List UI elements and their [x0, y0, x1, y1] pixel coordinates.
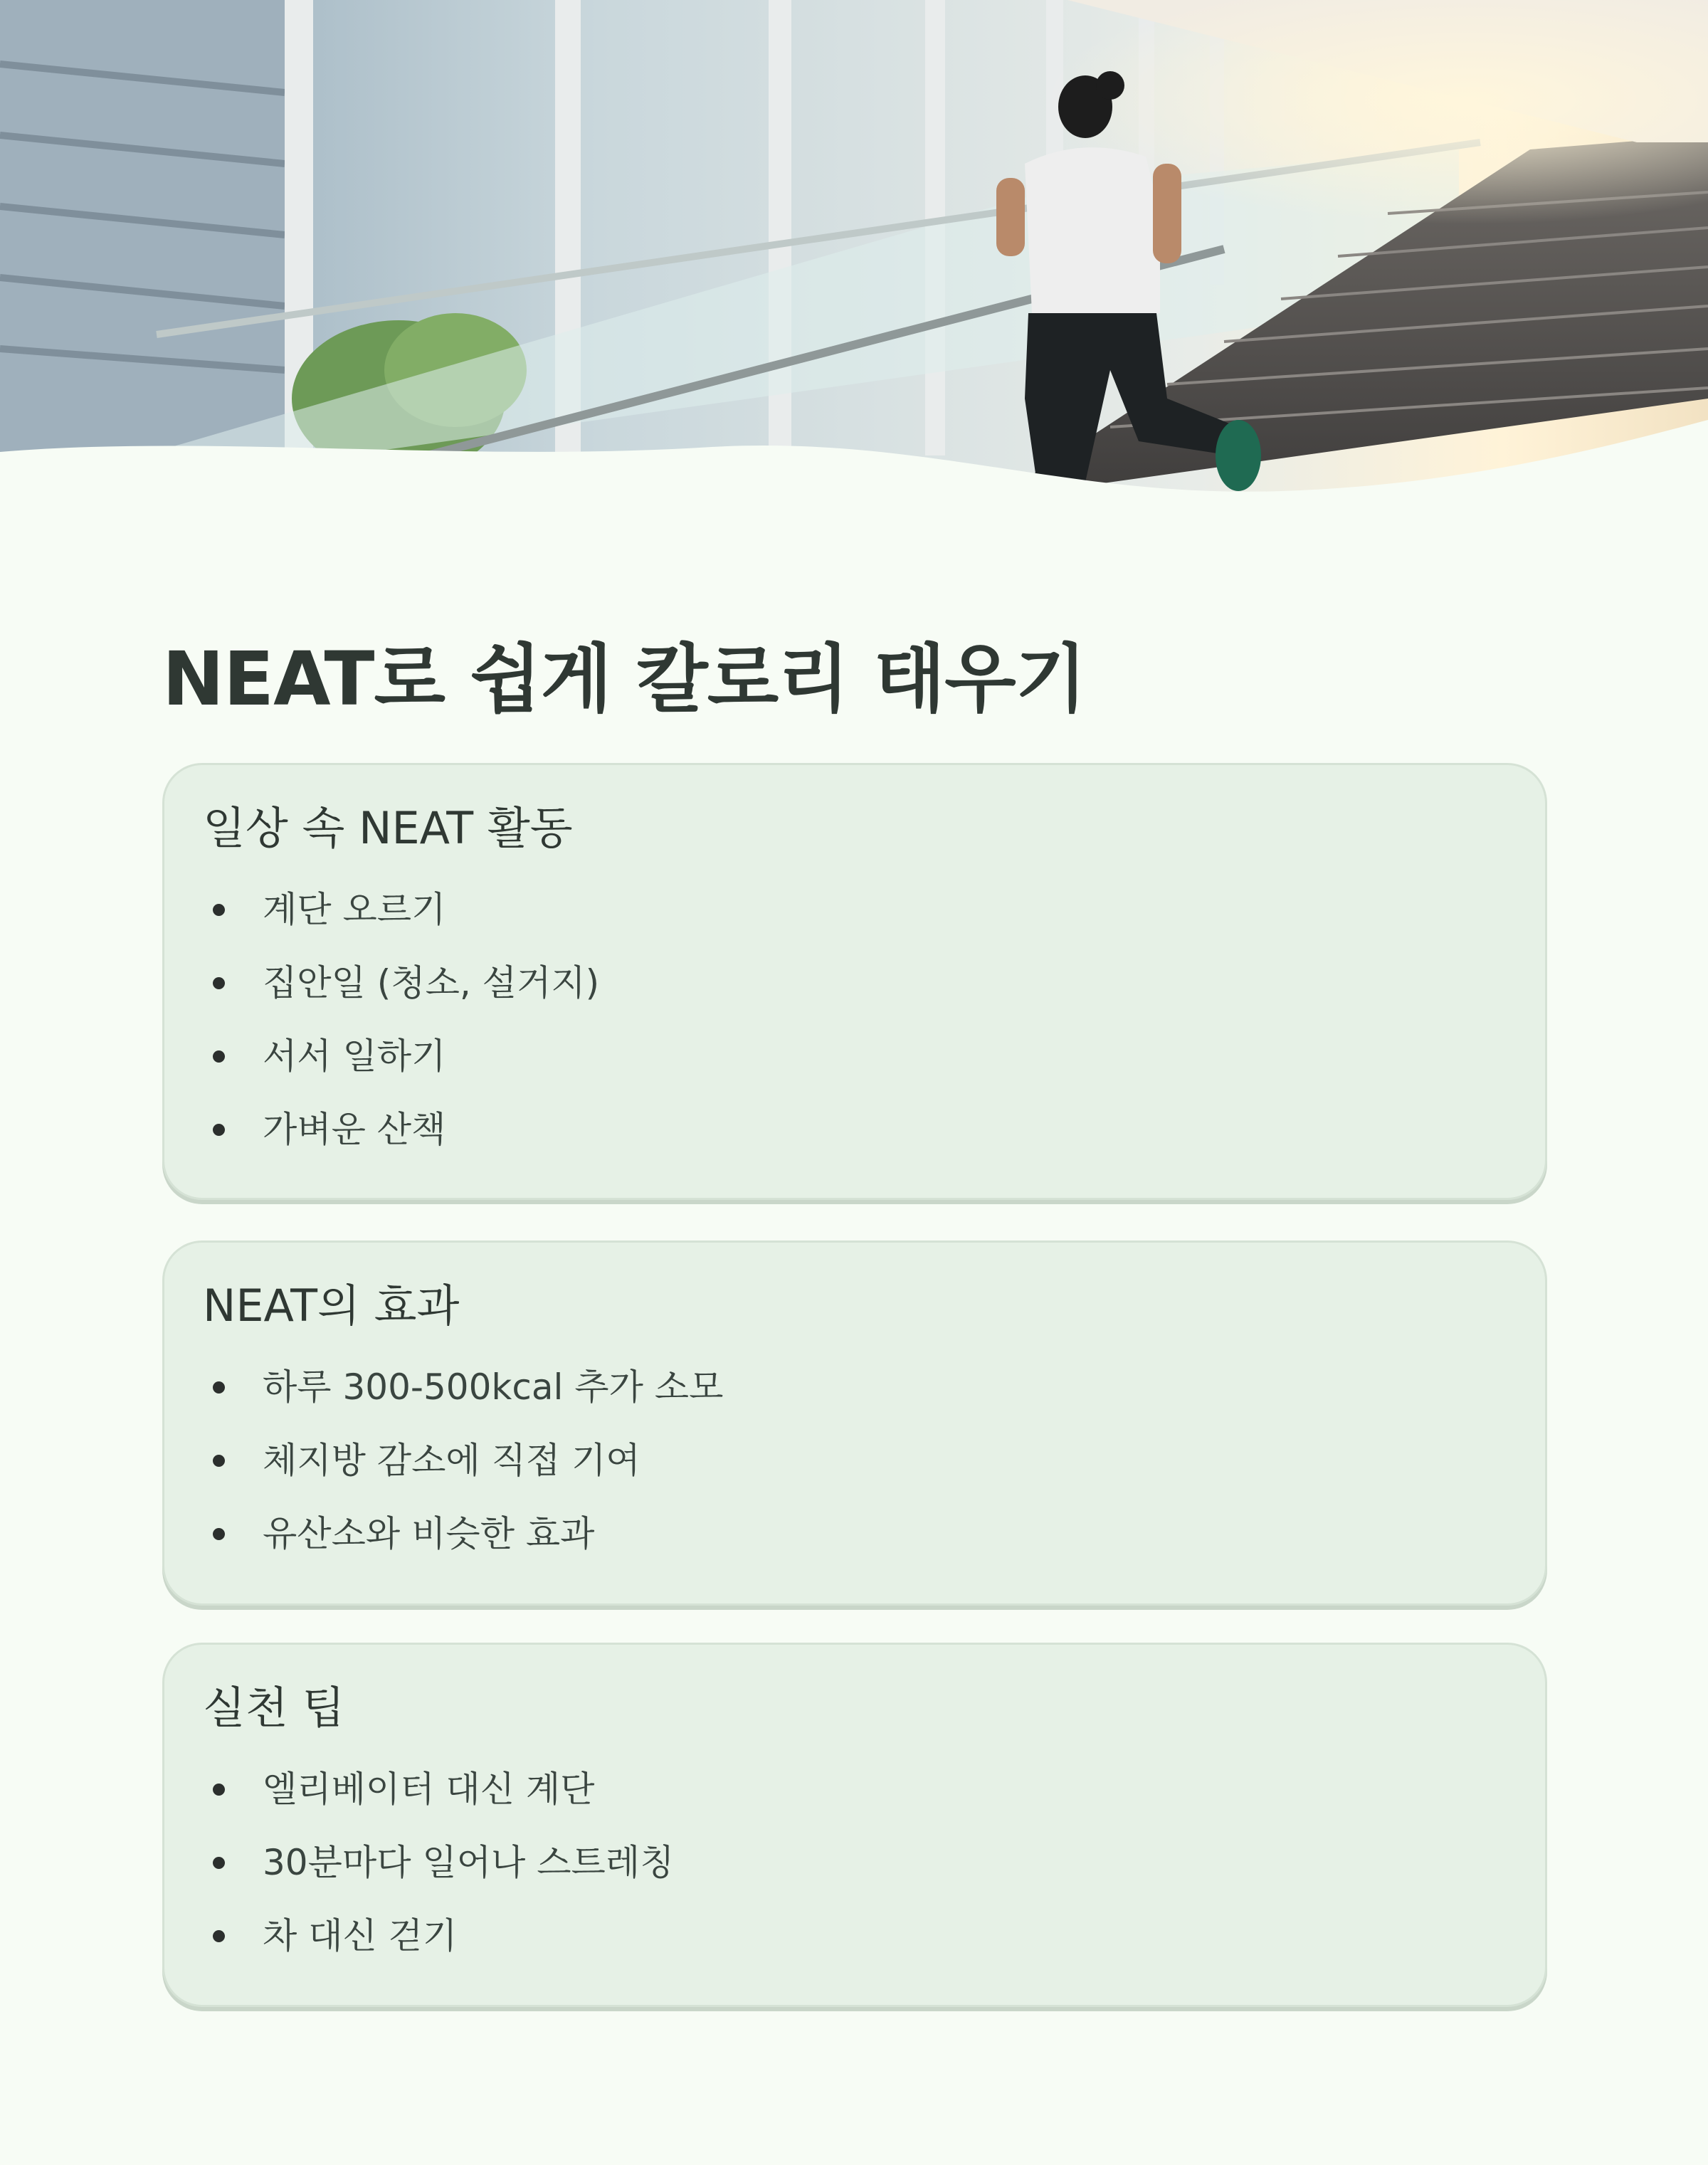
- bullet-icon: [213, 1784, 225, 1796]
- card-heading: 일상 속 NEAT 활동: [203, 802, 573, 854]
- list-item: [203, 1826, 1507, 1900]
- list-item-text: 30분마다 일어나 스트레칭: [263, 1842, 675, 1884]
- list-item: [203, 1424, 1507, 1497]
- card-practice-tips: [162, 1643, 1547, 2007]
- bullet-icon: [213, 1381, 225, 1394]
- card-heading: NEAT의 효과: [203, 1280, 460, 1332]
- card-heading: 실천 팁: [203, 1682, 345, 1734]
- effects-list: [203, 1351, 1507, 1571]
- bullet-icon: [213, 1528, 225, 1540]
- bullet-icon: [213, 1455, 225, 1467]
- list-item-text: 계단 오르기: [263, 889, 446, 931]
- hero-image: [0, 0, 1708, 498]
- bullet-icon: [213, 1050, 225, 1063]
- list-item: [203, 1093, 1507, 1166]
- list-item: [203, 947, 1507, 1020]
- list-item: [203, 1753, 1507, 1826]
- list-item-text: 가벼운 산책: [263, 1109, 446, 1151]
- list-item-text: 유산소와 비슷한 효과: [263, 1513, 595, 1555]
- bullet-icon: [213, 904, 225, 916]
- list-item-text: 엘리베이터 대신 계단: [263, 1769, 595, 1811]
- bullet-icon: [213, 1930, 225, 1942]
- tips-list: [203, 1753, 1507, 1973]
- card-neat-effects: [162, 1240, 1547, 1606]
- page-title: NEAT로 쉽게 칼로리 태우기: [162, 636, 1087, 722]
- bullet-icon: [213, 1857, 225, 1869]
- activity-list: [203, 873, 1507, 1166]
- list-item-text: 서서 일하기: [263, 1036, 446, 1078]
- list-item: [203, 873, 1507, 947]
- list-item: [203, 1351, 1507, 1424]
- bullet-icon: [213, 977, 225, 989]
- list-item-text: 체지방 감소에 직접 기여: [263, 1440, 640, 1482]
- card-neat-activities: [162, 763, 1547, 1200]
- list-item: [203, 1020, 1507, 1093]
- bullet-icon: [213, 1124, 225, 1136]
- list-item: [203, 1497, 1507, 1571]
- list-item-text: 차 대신 걷기: [263, 1915, 458, 1957]
- list-item-text: 집안일 (청소, 설거지): [263, 962, 600, 1004]
- list-item: [203, 1900, 1507, 1973]
- list-item-text: 하루 300-500kcal 추가 소모: [263, 1366, 724, 1408]
